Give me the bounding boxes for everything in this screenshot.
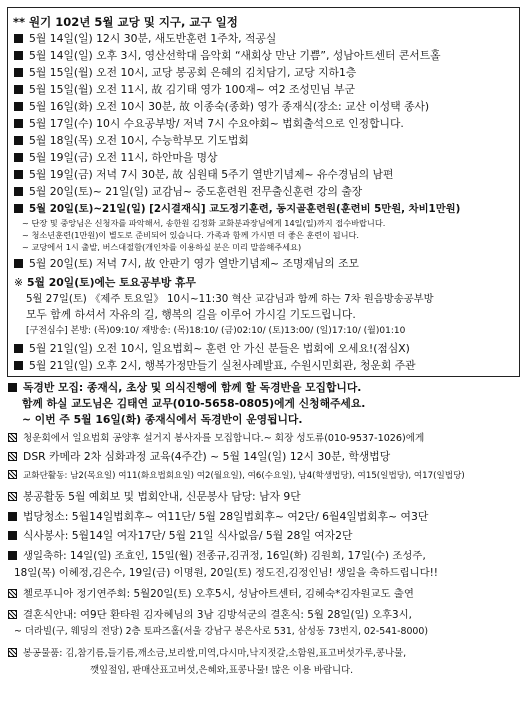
schedule-item: 5월 14일(일) 12시 30분, 새도반훈련 1주차, 적공실: [14, 32, 276, 46]
square-bullet-icon: [14, 204, 23, 213]
notice-line: ※ 5월 20일(토)에는 토요공부방 휴무: [14, 276, 196, 289]
bulletin-item: ~ 더라빌(구, 웨딩의 전당) 2층 토파즈홀(서울 강남구 봉은사로 531, 삼성동 73번지, 02-541-8000): [14, 626, 429, 637]
bulletin-item: 결혼식안내: 여9단 환타원 김자혜님의 3남 김방석군의 결혼식: 5월 28일(일) 오후3시,: [8, 608, 412, 622]
schedule-item: 5월 20일(토)~21일(일) [2시결재식] 교도정기훈련, 동지골훈련원(훈련비 5만원, 차비1만원): [14, 202, 460, 216]
square-bullet-icon: [8, 531, 17, 540]
square-bullet-icon: [14, 85, 23, 94]
bulletin-item: 첼로푸니아 정기연주회: 5월20일(토) 오후5시, 성남아트센터, 김혜숙*김자원교도 출연: [8, 587, 414, 601]
bulletin-item: 식사봉사: 5월14일 여자17단/ 5월 21일 식사없음/ 5월 28일 여자2단: [8, 529, 352, 543]
square-bullet-icon: [14, 34, 23, 43]
bulletin-item: ~ 이번 주 5월 16일(화) 종재식에서 독경반이 운영됩니다.: [22, 413, 303, 426]
square-bullet-icon: [14, 170, 23, 179]
schedule-item: 5월 21일(일) 오전 10시, 일요법회~ 훈련 안 가신 분들은 법회에 오세요!(점심X): [14, 342, 410, 356]
bulletin-item: 함께 하실 교도님은 김태연 교무(010-5658-0805)에게 신청해주세요.: [22, 397, 366, 410]
schedule-box: [7, 7, 520, 377]
square-bullet-icon: [8, 383, 17, 392]
bulletin-item: 교화단활동: 남2(목요일) 여11(화요법회요일) 여2(월요일), 여6(수요일), 남4(학생법당), 여15(일법당), 여17(일법당): [8, 469, 465, 483]
schedule-item: 5월 19일(금) 저녁 7시 30분, 故 심원태 5주기 열반기념제~ 유수경님의 남편: [14, 168, 393, 182]
schedule-note: ~ 단장 및 중앙님은 신청자를 파악해서, 송한원 김정화 교화분과장님에게 14일(일)까지 접수바랍니다.: [22, 218, 386, 228]
notice-line: 5월 27일(토) 《제주 토요일》 10시~11:30 혁산 교감님과 함께 하는 7차 원음방송공부방: [26, 293, 434, 305]
bulletin-item: 깻잎절임, 판매산표고버섯,은혜와,표콩나물! 많은 이용 바랍니다.: [90, 665, 354, 676]
schedule-title: ** 원기 102년 5월 교당 및 지구, 교구 일정: [13, 15, 238, 29]
bulletin-item: 법당청소: 5월14일법회후~ 여11단/ 5월 28일법회후~ 여2단/ 6월4일법회후~ 여3단: [8, 510, 428, 524]
schedule-item: 5월 20일(토) 저녁 7시, 故 안판기 영가 열반기념제~ 조명재님의 조모: [14, 257, 359, 271]
schedule-item: 5월 16일(화) 오전 10시 30분, 故 이종숙(종화) 영가 종재식(장소: 교산 이성택 종사): [14, 100, 429, 114]
square-bullet-icon: [14, 68, 23, 77]
square-bullet-icon: [14, 102, 23, 111]
square-bullet-icon: [14, 361, 23, 370]
bulletin-item: 봉공활동 5월 예회보 및 법회안내, 신문봉사 담당: 남자 9단: [8, 490, 301, 504]
bulletin-item: 독경반 모집: 종재식, 초상 및 의식진행에 함께 할 독경반을 모집합니다.: [8, 381, 361, 395]
square-bullet-icon: [14, 119, 23, 128]
bulletin-item: 봉공물품: 김,참기름,들기름,깨소금,보리쌀,미역,다시마,낙지젓갈,소함원,표고버섯가루,콩나물,: [8, 647, 406, 661]
bulletin-item: 청운회에서 일요법회 공양후 설거지 봉사자를 모집합니다.~ 회장 성도류(010-9537-1026)에게: [8, 432, 424, 446]
square-bullet-icon: [14, 136, 23, 145]
bulletin-item: 생일축하: 14일(일) 조효인, 15일(월) 전종규,김귀정, 16일(화) 김원회, 17일(수) 조성주,: [8, 549, 426, 563]
square-bullet-icon: [14, 51, 23, 60]
hatched-bullet-icon: [8, 433, 17, 442]
schedule-item: 5월 15일(월) 오전 10시, 교당 봉공회 은혜의 김치담기, 교당 지하1층: [14, 66, 356, 80]
bulletin-item: 18일(목) 이혜정,김은수, 19일(금) 이명원, 20일(토) 정도진,김정인님! 생일을 축하드립니다!!: [14, 567, 438, 579]
square-bullet-icon: [14, 153, 23, 162]
square-bullet-icon: [14, 187, 23, 196]
hatched-bullet-icon: [8, 492, 17, 501]
square-bullet-icon: [14, 344, 23, 353]
hatched-bullet-icon: [8, 452, 17, 461]
reference-mark-icon: ※: [14, 276, 24, 289]
schedule-item: 5월 17일(수) 10시 수요공부방/ 저녁 7시 수요야회~ 법회출석으로 인정합니다.: [14, 117, 404, 131]
square-bullet-icon: [14, 259, 23, 268]
schedule-item: 5월 20일(토)~ 21일(일) 교감님~ 중도훈련원 전무출신훈련 강의 출장: [14, 185, 362, 199]
schedule-item: 5월 19일(금) 오전 11시, 하안마을 명상: [14, 151, 218, 165]
broadcast-schedule: [구전심수] 본방: (목)09:10/ 재방송: (목)18:10/ (금)02:10/ (토)13:00/ (일)17:10/ (월)01:10: [26, 326, 406, 336]
schedule-item: 5월 14일(일) 오후 3시, 영산선학대 음악회 “새회상 만난 기쁨”, 성남아트센터 콘서트홀: [14, 49, 441, 63]
hatched-bullet-icon: [8, 470, 17, 479]
hatched-bullet-icon: [8, 648, 17, 657]
hatched-bullet-icon: [8, 589, 17, 598]
schedule-item: 5월 18일(목) 오전 10시, 수능학부모 기도법회: [14, 134, 249, 148]
schedule-note: ~ 교당에서 1시 출발, 버스대절함(개인차를 이용하실 분은 미리 말씀해주세요): [22, 242, 302, 252]
square-bullet-icon: [8, 551, 17, 560]
notice-line: 모두 함께 하셔서 자유의 길, 행복의 길을 이루어 가시길 기도드립니다.: [26, 308, 356, 321]
square-bullet-icon: [8, 512, 17, 521]
bulletin-item: DSR 카메라 2차 심화과정 교육(4주간) ~ 5월 14일(일) 12시 30분, 학생법당: [8, 450, 390, 464]
hatched-bullet-icon: [8, 610, 17, 619]
schedule-item: 5월 21일(일) 오후 2시, 행복가정만들기 실천사례발표, 수원시민회관, 청운회 주관: [14, 359, 416, 373]
schedule-note: ~ 청소년훈련(1만원)이 별도로 준비되어 있습니다. 가족과 함께 가시면 더 좋은 훈련이 됩니다.: [22, 230, 360, 240]
schedule-item: 5월 15일(월) 오전 11시, 故 김기태 영가 100재~ 여2 조성민님 부군: [14, 83, 355, 97]
